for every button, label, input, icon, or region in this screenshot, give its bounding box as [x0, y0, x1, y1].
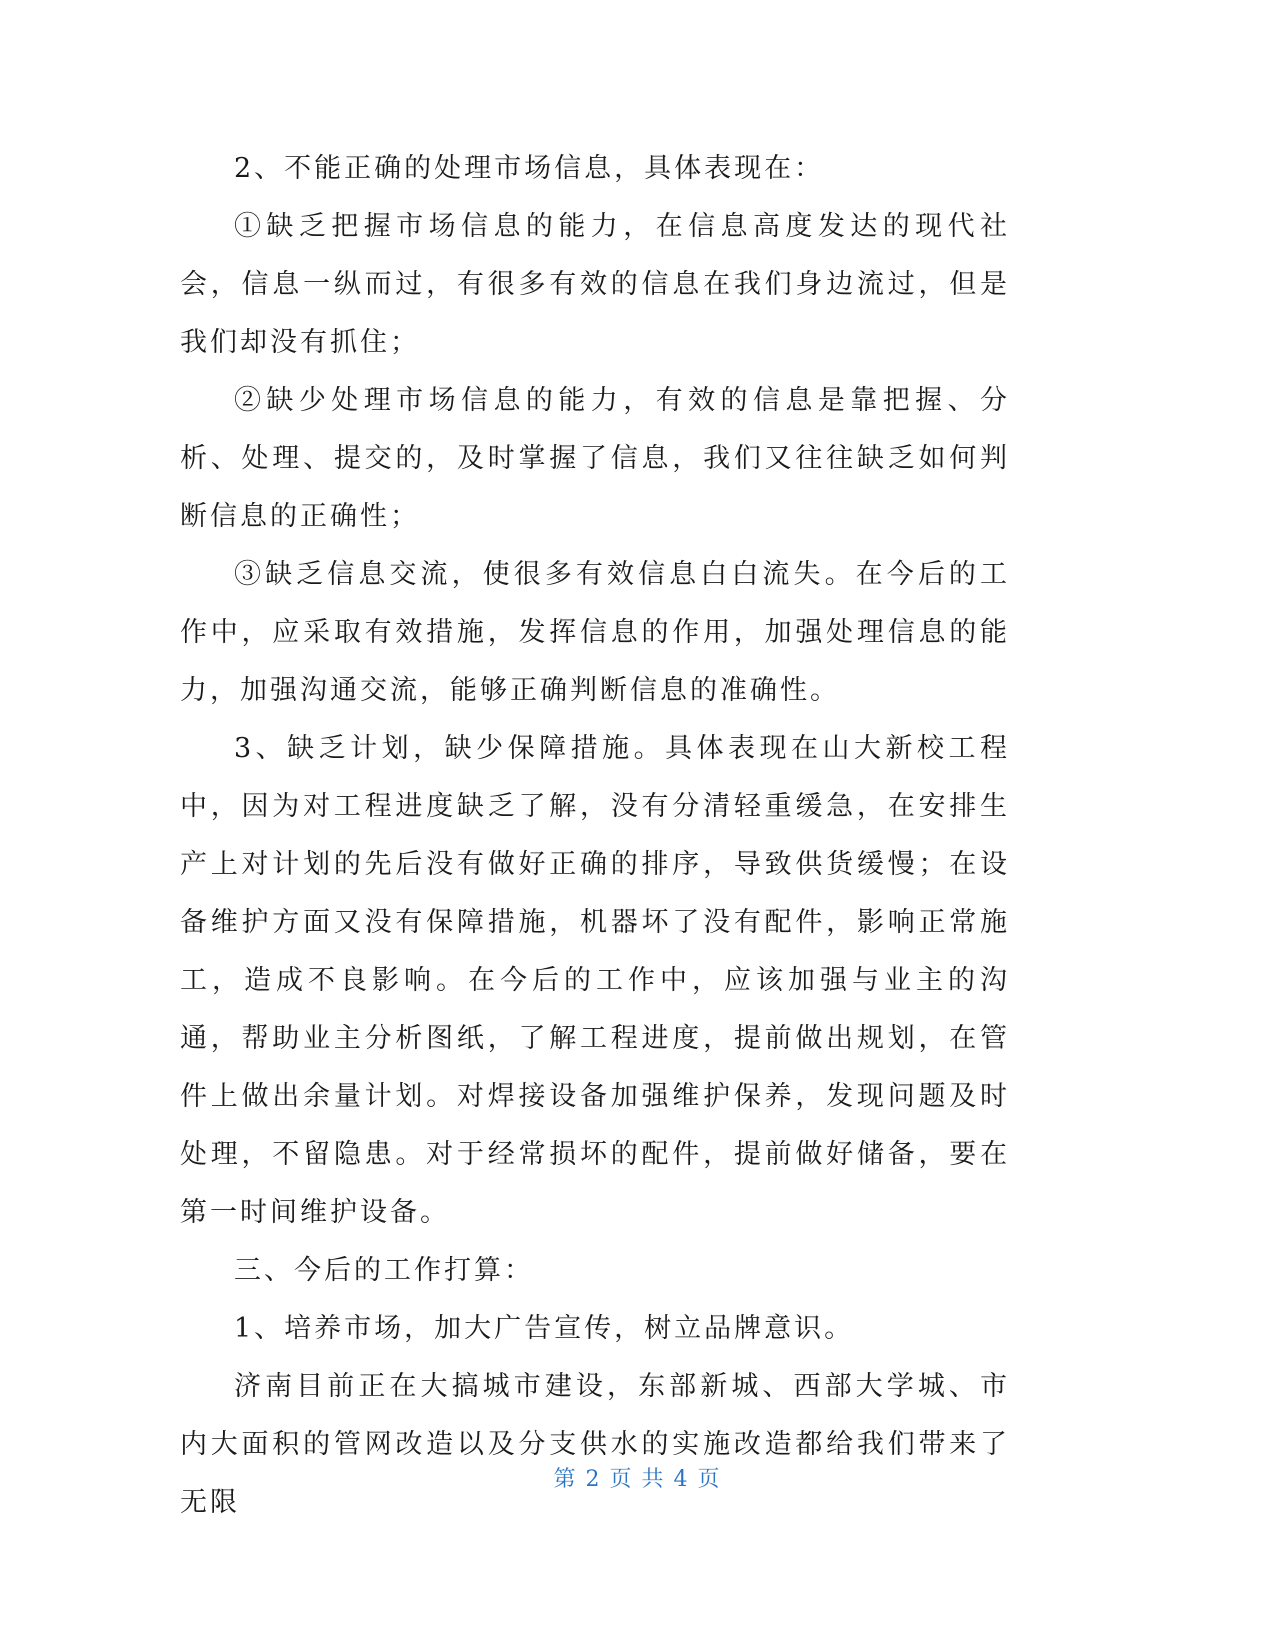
footer-prefix: 第 [553, 1467, 578, 1492]
section-heading: 三、今后的工作打算： [234, 1255, 534, 1286]
document-body [180, 140, 1010, 1532]
footer-page-label: 页 [609, 1467, 634, 1492]
paragraph: ②缺少处理市场信息的能力，有效的信息是靠把握、分析、处理、提交的，及时掌握了信息，我们又往往缺乏如何判断信息的正确性； [180, 385, 1010, 532]
paragraph: 1、培养市场，加大广告宣传，树立品牌意识。 [234, 1313, 855, 1344]
paragraph: 济南目前正在大搞城市建设，东部新城、西部大学城、市内大面积的管网改造以及分支供水的实施改造都给我们带来了无限 [180, 1371, 1010, 1518]
current-page-number: 2 [585, 1467, 602, 1492]
footer-suffix: 页 [697, 1467, 722, 1492]
page-footer [0, 1462, 1275, 1493]
paragraph: ③缺乏信息交流，使很多有效信息白白流失。在今后的工作中，应采取有效措施，发挥信息的作用，加强处理信息的能力，加强沟通交流，能够正确判断信息的准确性。 [180, 559, 1010, 706]
paragraph: 3、缺乏计划，缺少保障措施。具体表现在山大新校工程中，因为对工程进度缺乏了解，没有分清轻重缓急，在安排生产上对计划的先后没有做好正确的排序，导致供货缓慢；在设备维护方面又没有保障措施，机器坏了没有配件，影响正常施工，造成不良影响。在今后的工作中，应该加强与业主的沟通，帮助业主分析图纸，了解工程进度，提前做出规划，在管件上做出余量计划。对焊接设备加强维护保养，发现问题及时处理，不留隐患。对于经常损坏的配件，提前做好储备，要在第一时间维护设备。 [180, 733, 1010, 1228]
paragraph: 2、不能正确的处理市场信息，具体表现在： [234, 153, 825, 184]
total-page-count: 4 [673, 1467, 690, 1492]
paragraph: ①缺乏把握市场信息的能力，在信息高度发达的现代社会，信息一纵而过，有很多有效的信息在我们身边流过，但是我们却没有抓住； [180, 211, 1010, 358]
footer-total-label: 共 [641, 1467, 666, 1492]
